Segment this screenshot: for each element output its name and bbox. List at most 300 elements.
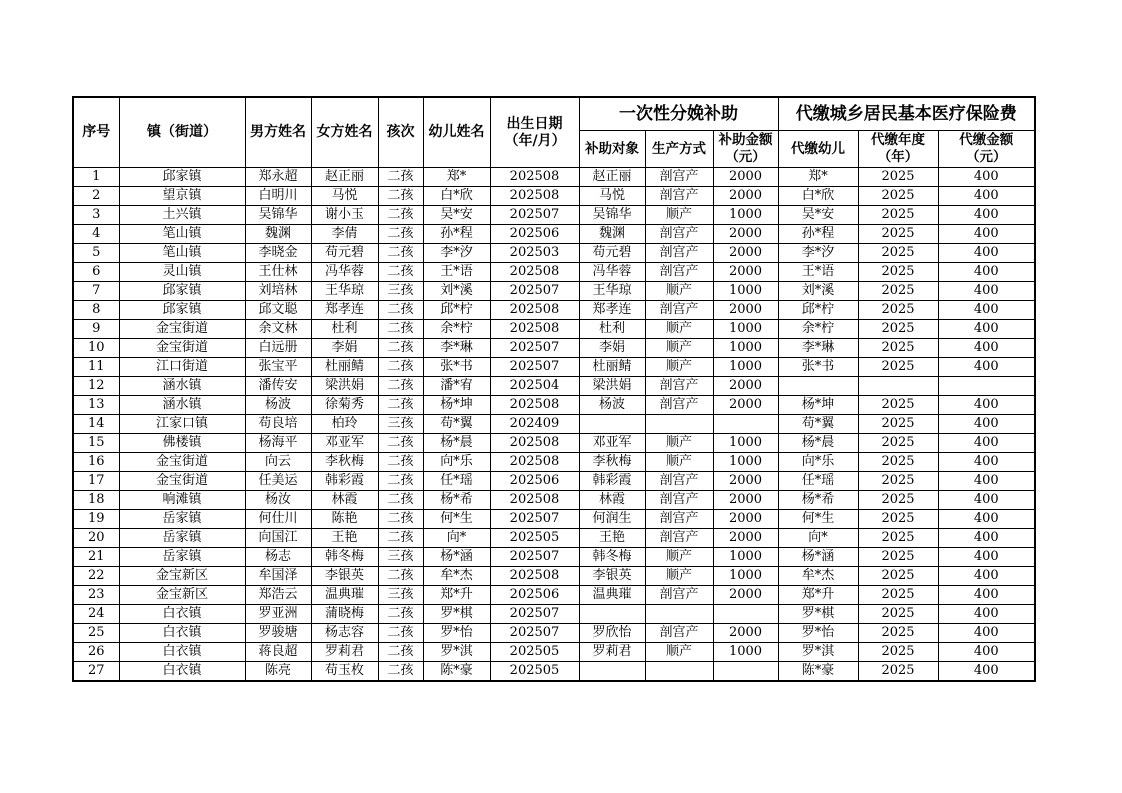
cell-insurance-amount: 400 [938,586,1035,605]
cell-seq: 7 [73,282,119,301]
cell-subsidy-target: 李秋梅 [579,453,645,472]
table-body [73,168,1035,682]
cell-subsidy-amount: 2000 [713,187,778,206]
cell-insurance-amount: 400 [938,225,1035,244]
cell-father-name: 罗亚洲 [245,605,311,624]
cell-mother-name: 李银英 [311,567,378,586]
cell-seq: 23 [73,586,119,605]
cell-insurance-year [858,377,938,396]
cell-birth-method: 剖宫产 [645,529,713,548]
cell-child-name: 李*琳 [423,339,490,358]
cell-insurance-year: 2025 [858,472,938,491]
cell-birth-date: 202506 [490,472,579,491]
cell-subsidy-amount: 1000 [713,206,778,225]
header-order: 孩次 [378,97,423,168]
cell-mother-name: 温典璀 [311,586,378,605]
cell-town: 金宝街道 [119,472,245,491]
cell-seq: 27 [73,662,119,682]
cell-seq: 3 [73,206,119,225]
cell-town: 佛楼镇 [119,434,245,453]
cell-insured-child: 李*汐 [778,244,858,263]
cell-subsidy-target: 温典璀 [579,586,645,605]
cell-subsidy-target: 吴锦华 [579,206,645,225]
cell-birth-method [645,605,713,624]
cell-subsidy-target: 冯华蓉 [579,263,645,282]
cell-subsidy-amount: 2000 [713,472,778,491]
cell-insurance-year: 2025 [858,244,938,263]
cell-insured-child: 王*语 [778,263,858,282]
cell-insured-child: 向*乐 [778,453,858,472]
cell-insurance-amount: 400 [938,320,1035,339]
cell-insurance-year: 2025 [858,339,938,358]
cell-subsidy-amount: 1000 [713,320,778,339]
cell-seq: 14 [73,415,119,434]
cell-town: 岳家镇 [119,548,245,567]
cell-town: 笔山镇 [119,244,245,263]
cell-subsidy-target: 罗欣怡 [579,624,645,643]
cell-mother-name: 林霞 [311,491,378,510]
cell-child-order: 三孩 [378,586,423,605]
table-row [73,605,1035,624]
cell-town: 江口街道 [119,358,245,377]
cell-seq: 5 [73,244,119,263]
cell-mother-name: 韩彩霞 [311,472,378,491]
cell-seq: 24 [73,605,119,624]
cell-subsidy-target: 王华琼 [579,282,645,301]
cell-insured-child: 何*生 [778,510,858,529]
table-row [73,643,1035,662]
cell-town: 金宝街道 [119,453,245,472]
cell-father-name: 李晓金 [245,244,311,263]
cell-insurance-amount: 400 [938,339,1035,358]
cell-birth-method: 剖宫产 [645,396,713,415]
cell-insured-child: 张*书 [778,358,858,377]
cell-insurance-amount: 400 [938,662,1035,682]
cell-seq: 22 [73,567,119,586]
cell-seq: 2 [73,187,119,206]
table-row [73,263,1035,282]
table-row [73,434,1035,453]
cell-insurance-year: 2025 [858,320,938,339]
cell-birth-method: 剖宫产 [645,168,713,187]
cell-subsidy-target: 林霞 [579,491,645,510]
header-birth-method: 生产方式 [645,131,713,168]
cell-mother-name: 赵正丽 [311,168,378,187]
cell-subsidy-target: 魏渊 [579,225,645,244]
header-town: 镇（街道） [119,97,245,168]
cell-subsidy-amount: 2000 [713,263,778,282]
cell-insured-child: 罗*淇 [778,643,858,662]
header-birth: 出生日期（年/月） [490,97,579,168]
table-row [73,339,1035,358]
cell-child-order: 二孩 [378,605,423,624]
cell-insurance-amount: 400 [938,244,1035,263]
cell-child-order: 三孩 [378,415,423,434]
cell-insured-child: 白*欣 [778,187,858,206]
header-child: 幼儿姓名 [423,97,490,168]
cell-insurance-amount: 400 [938,529,1035,548]
cell-child-name: 李*汐 [423,244,490,263]
cell-subsidy-amount: 1000 [713,339,778,358]
cell-town: 金宝街道 [119,320,245,339]
cell-seq: 26 [73,643,119,662]
cell-child-name: 向* [423,529,490,548]
cell-mother-name: 李秋梅 [311,453,378,472]
cell-subsidy-target: 郑孝连 [579,301,645,320]
cell-insurance-year: 2025 [858,434,938,453]
cell-insurance-year: 2025 [858,643,938,662]
cell-town: 邱家镇 [119,282,245,301]
cell-subsidy-amount: 2000 [713,396,778,415]
cell-father-name: 蒋良超 [245,643,311,662]
cell-child-name: 杨*希 [423,491,490,510]
cell-town: 白衣镇 [119,624,245,643]
cell-child-name: 杨*坤 [423,396,490,415]
cell-child-name: 潘*宥 [423,377,490,396]
cell-child-order: 二孩 [378,339,423,358]
cell-insurance-year: 2025 [858,548,938,567]
cell-subsidy-target: 罗莉君 [579,643,645,662]
cell-insured-child: 任*瑶 [778,472,858,491]
cell-town: 灵山镇 [119,263,245,282]
cell-town: 邱家镇 [119,168,245,187]
cell-child-name: 罗*淇 [423,643,490,662]
cell-seq: 20 [73,529,119,548]
cell-father-name: 杨波 [245,396,311,415]
cell-insured-child: 杨*希 [778,491,858,510]
cell-subsidy-amount: 2000 [713,491,778,510]
cell-subsidy-target [579,662,645,682]
cell-child-order: 二孩 [378,301,423,320]
cell-subsidy-target: 韩彩霞 [579,472,645,491]
cell-insured-child: 牟*杰 [778,567,858,586]
cell-subsidy-amount: 1000 [713,358,778,377]
cell-child-name: 邱*柠 [423,301,490,320]
cell-birth-date: 202507 [490,510,579,529]
cell-mother-name: 郑孝连 [311,301,378,320]
cell-birth-method: 剖宫产 [645,244,713,263]
table-row [73,662,1035,682]
cell-town: 邱家镇 [119,301,245,320]
table-row [73,282,1035,301]
cell-subsidy-amount: 2000 [713,529,778,548]
cell-town: 响滩镇 [119,491,245,510]
cell-insurance-amount: 400 [938,453,1035,472]
cell-child-order: 二孩 [378,453,423,472]
cell-mother-name: 苟元碧 [311,244,378,263]
cell-seq: 6 [73,263,119,282]
cell-birth-method: 顺产 [645,643,713,662]
cell-town: 笔山镇 [119,225,245,244]
cell-subsidy-amount [713,415,778,434]
cell-birth-method: 剖宫产 [645,377,713,396]
cell-insurance-amount: 400 [938,472,1035,491]
cell-town: 白衣镇 [119,605,245,624]
cell-birth-method: 顺产 [645,320,713,339]
cell-subsidy-target [579,415,645,434]
cell-mother-name: 李娟 [311,339,378,358]
cell-insurance-amount: 400 [938,643,1035,662]
cell-insurance-amount: 400 [938,206,1035,225]
cell-subsidy-target: 王艳 [579,529,645,548]
cell-insured-child: 郑*升 [778,586,858,605]
cell-subsidy-target: 杜利 [579,320,645,339]
cell-birth-method: 剖宫产 [645,472,713,491]
cell-insured-child [778,377,858,396]
cell-insured-child: 李*琳 [778,339,858,358]
cell-town: 涵水镇 [119,396,245,415]
cell-child-name: 孙*程 [423,225,490,244]
cell-subsidy-target: 李娟 [579,339,645,358]
cell-father-name: 向国江 [245,529,311,548]
cell-mother-name: 杜利 [311,320,378,339]
header-insurance-year: 代缴年度（年） [858,131,938,168]
cell-birth-method: 剖宫产 [645,301,713,320]
cell-birth-date: 202506 [490,586,579,605]
cell-mother-name: 马悦 [311,187,378,206]
cell-father-name: 邱文聪 [245,301,311,320]
cell-birth-method [645,415,713,434]
cell-subsidy-target: 梁洪娟 [579,377,645,396]
cell-seq: 11 [73,358,119,377]
table-row [73,624,1035,643]
cell-child-name: 罗*棋 [423,605,490,624]
cell-insured-child: 杨*晨 [778,434,858,453]
cell-subsidy-amount: 2000 [713,244,778,263]
cell-mother-name: 韩冬梅 [311,548,378,567]
cell-child-name: 杨*涵 [423,548,490,567]
table-row [73,301,1035,320]
cell-birth-date: 202505 [490,662,579,682]
cell-town: 金宝新区 [119,586,245,605]
cell-child-name: 陈*豪 [423,662,490,682]
cell-birth-date: 202505 [490,529,579,548]
cell-birth-date: 202508 [490,491,579,510]
cell-child-name: 张*书 [423,358,490,377]
cell-insured-child: 孙*程 [778,225,858,244]
cell-insurance-year: 2025 [858,206,938,225]
cell-child-order: 三孩 [378,282,423,301]
cell-insured-child: 邱*柠 [778,301,858,320]
cell-insurance-year: 2025 [858,624,938,643]
cell-insurance-year: 2025 [858,453,938,472]
cell-child-name: 任*瑶 [423,472,490,491]
cell-father-name: 张宝平 [245,358,311,377]
cell-mother-name: 谢小玉 [311,206,378,225]
cell-father-name: 任美运 [245,472,311,491]
cell-insured-child: 余*柠 [778,320,858,339]
cell-child-order: 三孩 [378,548,423,567]
cell-father-name: 罗骏塘 [245,624,311,643]
cell-subsidy-target: 韩冬梅 [579,548,645,567]
cell-seq: 12 [73,377,119,396]
cell-child-order: 二孩 [378,358,423,377]
cell-mother-name: 徐菊秀 [311,396,378,415]
cell-town: 江家口镇 [119,415,245,434]
cell-insurance-year: 2025 [858,567,938,586]
header-seq: 序号 [73,97,119,168]
cell-insurance-year: 2025 [858,415,938,434]
cell-father-name: 王仕林 [245,263,311,282]
cell-seq: 16 [73,453,119,472]
table-row [73,225,1035,244]
table-row [73,472,1035,491]
cell-mother-name: 杜丽鲭 [311,358,378,377]
cell-insurance-amount: 400 [938,168,1035,187]
cell-child-name: 苟*翼 [423,415,490,434]
cell-insured-child: 刘*溪 [778,282,858,301]
cell-child-order: 二孩 [378,263,423,282]
subsidy-table [72,96,1036,682]
cell-child-order: 二孩 [378,472,423,491]
table-row [73,415,1035,434]
cell-insurance-amount: 400 [938,548,1035,567]
cell-child-name: 白*欣 [423,187,490,206]
cell-father-name: 陈亮 [245,662,311,682]
cell-father-name: 向云 [245,453,311,472]
cell-town: 岳家镇 [119,529,245,548]
cell-subsidy-amount: 1000 [713,567,778,586]
cell-subsidy-target: 苟元碧 [579,244,645,263]
cell-birth-date: 202508 [490,434,579,453]
cell-subsidy-amount: 1000 [713,282,778,301]
cell-seq: 15 [73,434,119,453]
cell-birth-date: 202508 [490,301,579,320]
cell-insurance-year: 2025 [858,605,938,624]
cell-child-name: 杨*晨 [423,434,490,453]
cell-mother-name: 邓亚军 [311,434,378,453]
cell-birth-method: 剖宫产 [645,510,713,529]
cell-child-order: 二孩 [378,396,423,415]
cell-child-order: 二孩 [378,662,423,682]
cell-subsidy-target: 杜丽鲭 [579,358,645,377]
cell-birth-method: 顺产 [645,339,713,358]
cell-insurance-amount: 400 [938,567,1035,586]
cell-subsidy-amount: 2000 [713,301,778,320]
cell-insurance-year: 2025 [858,529,938,548]
cell-father-name: 白远册 [245,339,311,358]
cell-child-order: 二孩 [378,206,423,225]
cell-father-name: 吴锦华 [245,206,311,225]
table-row [73,168,1035,187]
table-row [73,244,1035,263]
cell-insurance-amount: 400 [938,434,1035,453]
cell-insurance-amount: 400 [938,605,1035,624]
cell-mother-name: 罗莉君 [311,643,378,662]
cell-father-name: 余文林 [245,320,311,339]
cell-insured-child: 向* [778,529,858,548]
cell-insurance-year: 2025 [858,168,938,187]
cell-father-name: 杨志 [245,548,311,567]
cell-birth-method: 剖宫产 [645,624,713,643]
cell-subsidy-target: 杨波 [579,396,645,415]
cell-town: 金宝新区 [119,567,245,586]
cell-seq: 25 [73,624,119,643]
cell-insurance-amount: 400 [938,187,1035,206]
cell-child-name: 何*生 [423,510,490,529]
cell-insured-child: 杨*坤 [778,396,858,415]
cell-child-name: 郑* [423,168,490,187]
table-row [73,491,1035,510]
cell-insured-child: 苟*翼 [778,415,858,434]
cell-child-order: 二孩 [378,643,423,662]
cell-birth-method: 剖宫产 [645,263,713,282]
cell-seq: 8 [73,301,119,320]
cell-child-order: 二孩 [378,187,423,206]
cell-subsidy-amount: 1000 [713,643,778,662]
cell-seq: 21 [73,548,119,567]
table-row [73,510,1035,529]
cell-subsidy-target: 邓亚军 [579,434,645,453]
cell-insured-child: 罗*棋 [778,605,858,624]
cell-child-order: 二孩 [378,168,423,187]
cell-insurance-year: 2025 [858,586,938,605]
cell-birth-date: 202409 [490,415,579,434]
cell-father-name: 白明川 [245,187,311,206]
cell-seq: 18 [73,491,119,510]
cell-insurance-amount [938,377,1035,396]
cell-birth-date: 202507 [490,605,579,624]
cell-town: 土兴镇 [119,206,245,225]
cell-child-name: 郑*升 [423,586,490,605]
cell-father-name: 郑浩云 [245,586,311,605]
cell-birth-date: 202508 [490,567,579,586]
cell-birth-date: 202507 [490,339,579,358]
cell-child-name: 牟*杰 [423,567,490,586]
cell-birth-date: 202503 [490,244,579,263]
cell-town: 望京镇 [119,187,245,206]
cell-insured-child: 郑* [778,168,858,187]
cell-birth-method [645,662,713,682]
cell-birth-method: 顺产 [645,434,713,453]
cell-insurance-year: 2025 [858,396,938,415]
cell-town: 岳家镇 [119,510,245,529]
cell-birth-date: 202507 [490,282,579,301]
cell-insured-child: 吴*安 [778,206,858,225]
cell-seq: 10 [73,339,119,358]
cell-mother-name: 陈艳 [311,510,378,529]
table-row [73,586,1035,605]
cell-subsidy-amount: 2000 [713,377,778,396]
cell-subsidy-amount: 1000 [713,548,778,567]
cell-birth-date: 202507 [490,206,579,225]
cell-insurance-amount: 400 [938,263,1035,282]
cell-child-name: 向*乐 [423,453,490,472]
cell-subsidy-target: 马悦 [579,187,645,206]
cell-mother-name: 王艳 [311,529,378,548]
cell-subsidy-target: 赵正丽 [579,168,645,187]
header-subsidy-amount: 补助金额（元） [713,131,778,168]
cell-insurance-year: 2025 [858,662,938,682]
cell-subsidy-amount: 2000 [713,624,778,643]
cell-mother-name: 苟玉枚 [311,662,378,682]
cell-birth-method: 顺产 [645,567,713,586]
cell-child-order: 二孩 [378,624,423,643]
cell-child-name: 罗*怡 [423,624,490,643]
cell-seq: 13 [73,396,119,415]
table-row [73,529,1035,548]
cell-subsidy-amount: 1000 [713,453,778,472]
cell-child-name: 吴*安 [423,206,490,225]
cell-birth-date: 202507 [490,548,579,567]
cell-birth-method: 顺产 [645,358,713,377]
cell-insurance-amount: 400 [938,358,1035,377]
cell-birth-date: 202507 [490,624,579,643]
cell-child-order: 二孩 [378,225,423,244]
cell-child-order: 二孩 [378,320,423,339]
cell-subsidy-amount: 1000 [713,434,778,453]
cell-birth-method: 剖宫产 [645,225,713,244]
